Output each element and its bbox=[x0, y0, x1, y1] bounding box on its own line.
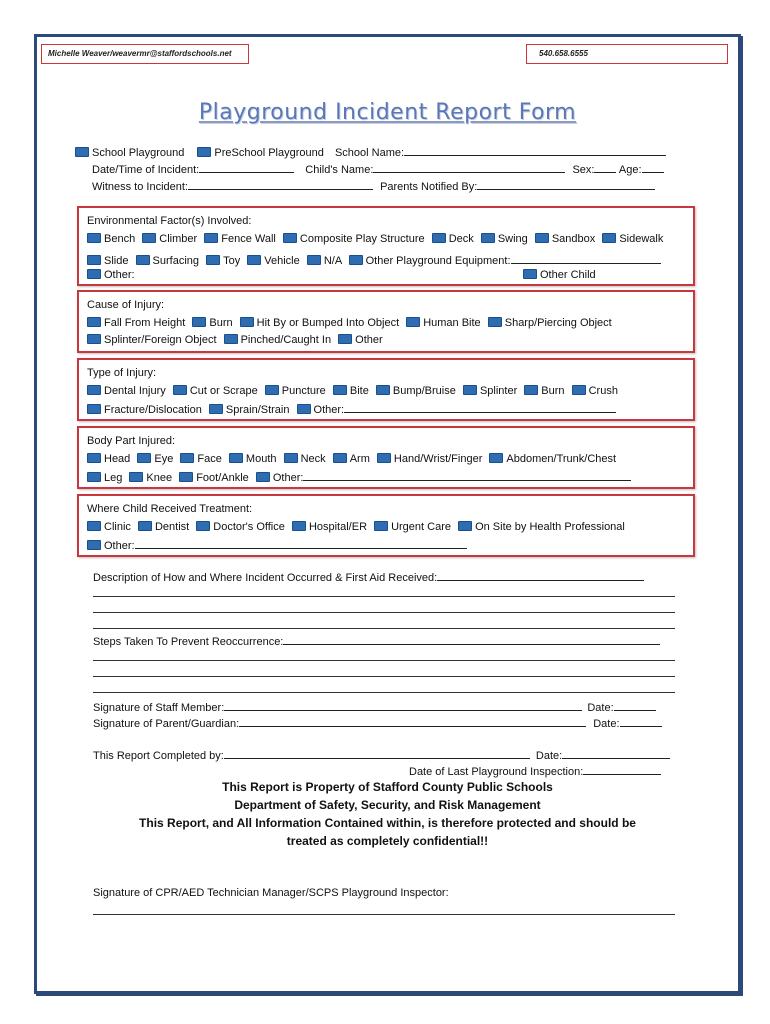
face-checkbox[interactable] bbox=[180, 453, 194, 463]
sidewalk-checkbox[interactable] bbox=[602, 233, 616, 243]
type-other-field[interactable] bbox=[344, 401, 616, 413]
other-child-option: Other Child bbox=[523, 268, 596, 282]
completed-by-row: This Report Completed by: Date: bbox=[93, 747, 670, 763]
na-checkbox[interactable] bbox=[307, 255, 321, 265]
environmental-row-1: Bench Climber Fence Wall Composite Play Structure Deck Swing Sandbox Sidewalk bbox=[87, 232, 663, 246]
cause-other-checkbox[interactable] bbox=[338, 334, 352, 344]
hospital-checkbox[interactable] bbox=[292, 521, 306, 531]
description-field[interactable] bbox=[437, 569, 644, 581]
steps-line[interactable] bbox=[93, 692, 675, 693]
description-label: Description of How and Where Incident Occurred & First Aid Received: bbox=[93, 569, 644, 585]
treatment-heading: Where Child Received Treatment: bbox=[87, 503, 253, 515]
sprain-checkbox[interactable] bbox=[209, 404, 223, 414]
pinched-checkbox[interactable] bbox=[224, 334, 238, 344]
puncture-checkbox[interactable] bbox=[265, 385, 279, 395]
mouth-checkbox[interactable] bbox=[229, 453, 243, 463]
body-heading: Body Part Injured: bbox=[87, 435, 176, 447]
intro-row-1: School Playground PreSchool Playground School Name: bbox=[75, 144, 666, 160]
fall-checkbox[interactable] bbox=[87, 317, 101, 327]
dentist-checkbox[interactable] bbox=[138, 521, 152, 531]
description-line[interactable] bbox=[93, 612, 675, 613]
slide-checkbox[interactable] bbox=[87, 255, 101, 265]
deck-checkbox[interactable] bbox=[432, 233, 446, 243]
type-section bbox=[77, 358, 695, 421]
hand-checkbox[interactable] bbox=[377, 453, 391, 463]
parent-date-field[interactable] bbox=[620, 715, 662, 727]
hit-by-checkbox[interactable] bbox=[240, 317, 254, 327]
intro-row-3: Witness to Incident: Parents Notified By: bbox=[92, 178, 655, 194]
steps-field[interactable] bbox=[283, 633, 660, 645]
school-playground-checkbox[interactable] bbox=[75, 147, 89, 157]
description-line[interactable] bbox=[93, 628, 675, 629]
abdomen-checkbox[interactable] bbox=[489, 453, 503, 463]
age-field[interactable] bbox=[642, 161, 664, 173]
treatment-row-2: Other: bbox=[87, 537, 467, 553]
bump-checkbox[interactable] bbox=[376, 385, 390, 395]
dental-checkbox[interactable] bbox=[87, 385, 101, 395]
climber-checkbox[interactable] bbox=[142, 233, 156, 243]
neck-checkbox[interactable] bbox=[284, 453, 298, 463]
environmental-section bbox=[77, 206, 695, 286]
other-equipment-checkbox[interactable] bbox=[349, 255, 363, 265]
contact-email: Michelle Weaver/weavermr@staffordschools.net bbox=[41, 44, 249, 64]
clinic-checkbox[interactable] bbox=[87, 521, 101, 531]
doctors-office-checkbox[interactable] bbox=[196, 521, 210, 531]
bite-checkbox[interactable] bbox=[333, 385, 347, 395]
notice-line-2: Department of Safety, Security, and Risk Management bbox=[234, 798, 541, 812]
treatment-other-checkbox[interactable] bbox=[87, 540, 101, 550]
leg-checkbox[interactable] bbox=[87, 472, 101, 482]
steps-line[interactable] bbox=[93, 660, 675, 661]
date-time-field[interactable] bbox=[199, 161, 294, 173]
foot-checkbox[interactable] bbox=[179, 472, 193, 482]
treatment-row-1: Clinic Dentist Doctor's Office Hospital/ER Urgent Care On Site by Health Professional bbox=[87, 520, 625, 534]
treatment-other-field[interactable] bbox=[135, 537, 467, 549]
steps-line[interactable] bbox=[93, 676, 675, 677]
burn-type-checkbox[interactable] bbox=[524, 385, 538, 395]
body-section bbox=[77, 426, 695, 489]
intro-row-2: Date/Time of Incident: Child's Name: Sex: Age: bbox=[92, 161, 664, 177]
cause-section bbox=[77, 290, 695, 353]
eye-checkbox[interactable] bbox=[137, 453, 151, 463]
cause-heading: Cause of Injury: bbox=[87, 299, 165, 311]
parents-notified-field[interactable] bbox=[477, 178, 655, 190]
burn-cause-checkbox[interactable] bbox=[192, 317, 206, 327]
env-other-checkbox[interactable] bbox=[87, 269, 101, 279]
child-name-field[interactable] bbox=[373, 161, 565, 173]
arm-checkbox[interactable] bbox=[333, 453, 347, 463]
knee-checkbox[interactable] bbox=[129, 472, 143, 482]
last-inspection-field[interactable] bbox=[583, 763, 661, 775]
fence-wall-checkbox[interactable] bbox=[204, 233, 218, 243]
notice-line-1: This Report is Property of Stafford County Public Schools bbox=[222, 780, 553, 794]
human-bite-checkbox[interactable] bbox=[406, 317, 420, 327]
completed-date-field[interactable] bbox=[562, 747, 670, 759]
vehicle-checkbox[interactable] bbox=[247, 255, 261, 265]
parent-signature-row: Signature of Parent/Guardian: Date: bbox=[93, 715, 662, 731]
environmental-row-3: Other: bbox=[87, 268, 135, 282]
cause-row-1: Fall From Height Burn Hit By or Bumped Into Object Human Bite Sharp/Piercing Object bbox=[87, 316, 612, 330]
phone-number: 540.658.6555 bbox=[526, 44, 728, 64]
body-row-1: Head Eye Face Mouth Neck Arm Hand/Wrist/Finger Abdomen/Trunk/Chest bbox=[87, 452, 616, 466]
preschool-playground-checkbox[interactable] bbox=[197, 147, 211, 157]
environmental-heading: Environmental Factor(s) Involved: bbox=[87, 215, 252, 227]
type-heading: Type of Injury: bbox=[87, 367, 157, 379]
toy-checkbox[interactable] bbox=[206, 255, 220, 265]
page-title: Playground Incident Report Form bbox=[198, 100, 577, 125]
splinter-checkbox[interactable] bbox=[463, 385, 477, 395]
notice-line-3: This Report, and All Information Contained within, is therefore protected and should be bbox=[139, 816, 636, 830]
cause-row-2: Splinter/Foreign Object Pinched/Caught In Other bbox=[87, 333, 383, 347]
sharp-object-checkbox[interactable] bbox=[488, 317, 502, 327]
school-name-field[interactable] bbox=[404, 144, 666, 156]
sex-field[interactable] bbox=[594, 161, 616, 173]
environmental-row-2: Slide Surfacing Toy Vehicle N/A Other Playground Equipment: bbox=[87, 252, 661, 268]
crush-checkbox[interactable] bbox=[572, 385, 586, 395]
other-child-checkbox[interactable] bbox=[523, 269, 537, 279]
parent-signature-field[interactable] bbox=[239, 715, 586, 727]
completed-by-field[interactable] bbox=[224, 747, 530, 759]
swing-checkbox[interactable] bbox=[481, 233, 495, 243]
splinter-object-checkbox[interactable] bbox=[87, 334, 101, 344]
staff-date-field[interactable] bbox=[614, 699, 656, 711]
type-other-checkbox[interactable] bbox=[297, 404, 311, 414]
head-checkbox[interactable] bbox=[87, 453, 101, 463]
type-row-2: Fracture/Dislocation Sprain/Strain Other: bbox=[87, 401, 616, 417]
composite-play-structure-checkbox[interactable] bbox=[283, 233, 297, 243]
body-other-checkbox[interactable] bbox=[256, 472, 270, 482]
form-page bbox=[34, 34, 741, 994]
type-row-1: Dental Injury Cut or Scrape Puncture Bite Bump/Bruise Splinter Burn Crush bbox=[87, 384, 618, 398]
cut-checkbox[interactable] bbox=[173, 385, 187, 395]
sandbox-checkbox[interactable] bbox=[535, 233, 549, 243]
treatment-section bbox=[77, 494, 695, 557]
body-row-2: Leg Knee Foot/Ankle Other: bbox=[87, 469, 631, 485]
witness-field[interactable] bbox=[188, 178, 373, 190]
description-line[interactable] bbox=[93, 596, 675, 597]
last-inspection-row: Date of Last Playground Inspection: bbox=[409, 763, 661, 779]
urgent-care-checkbox[interactable] bbox=[374, 521, 388, 531]
cpr-signature-line[interactable] bbox=[93, 914, 675, 915]
on-site-checkbox[interactable] bbox=[458, 521, 472, 531]
bench-checkbox[interactable] bbox=[87, 233, 101, 243]
surfacing-checkbox[interactable] bbox=[136, 255, 150, 265]
cpr-signature-label: Signature of CPR/AED Technician Manager/SCPS Playground Inspector: bbox=[93, 887, 449, 899]
notice-line-4: treated as completely confidential!! bbox=[286, 834, 489, 848]
other-equipment-field[interactable] bbox=[511, 252, 661, 264]
body-other-field[interactable] bbox=[303, 469, 631, 481]
steps-label: Steps Taken To Prevent Reoccurrence: bbox=[93, 633, 660, 649]
staff-signature-field[interactable] bbox=[224, 699, 582, 711]
staff-signature-row: Signature of Staff Member: Date: bbox=[93, 699, 656, 715]
fracture-checkbox[interactable] bbox=[87, 404, 101, 414]
